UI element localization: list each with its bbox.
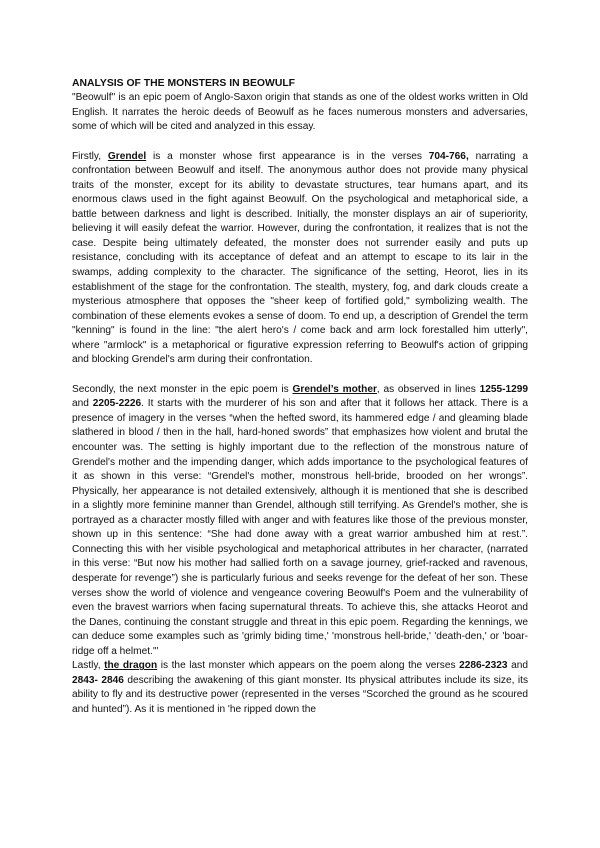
grendel-name: Grendel [107, 150, 147, 162]
grendel-verses: 704-766, [428, 150, 469, 162]
grendels-mother-name: Grendel’s mother [292, 383, 377, 395]
mother-verses-2: 2205-2226 [92, 398, 142, 410]
p2-and: and [72, 398, 93, 410]
p1-text-a: Firstly, [72, 150, 108, 162]
p2-text-c: . It starts with the murderer of his son and after that it follows her attack. There is a presence of imagery in the verses “when the hefted sword, its hammered edge / and gleaming blade slathered in blood / then in the hall, hard-honed swords” that emphasizes how violent and brutal the encounter was. The setting is highly important due to the reflection of the monstrous nature of Grendel's mother and the impending danger, which adds importance to the psychological features of it as shown in this verse: “Grendel's mother, monstrous hell-bride, brooded on her wrongs”. Physically, her appearance is not detailed extensively, although it is mentioned that she is described in a slightly more feminine manner than Grendel, although still terrifying. As Grendel's mother, she is portrayed as a character mostly filled with anger and with features like those of the previous monster, shown up in this sentence: “She had done away with a great warrior ambushed him at rest.”. Connecting this with her visible psychological and metaphorical attributes in her character, (narrated in this verse: “But now his mother had sallied forth on a savage journey, grief-racked and ravenous, desperate for revenge”) she is particularly furious and seeks revenge for the defeat of her son. These verses show the world of violence and vengeance covering Beowulf's Poem and the vulnerability of even the bravest warriors when facing supernatural threats. To achieve this, she attacks Heorot and the Danes, continuing the constant struggle and threat in this epic poem. Regarding the kennings, we can deduce some examples such as 'grimly biding time,' 'monstrous hell-bride,' 'death-den,' or 'boar-ridge off a helmet.'" [72, 398, 528, 657]
intro-paragraph: "Beowulf" is an epic poem of Anglo-Saxon origin that stands as one of the oldest works written in Old English. It narrates the heroic deeds of Beowulf as he faces numerous monsters and adversaries, some of which will be cited and analyzed in this essay. [72, 92, 528, 133]
p3-and: and [507, 660, 528, 672]
dragon-verses-1: 2286-2323 [459, 660, 508, 672]
p1-text-c: narrating a confrontation between Beowulf and itself. The anonymous author does not provide many physical traits of the monster, except for its ability to devastate structures, tear humans apart, and its enormous claws used in the fight against Beowulf. On the psychological and metaphorical side, a battle between darkness and light is described. Initially, the monster displays an air of superiority, believing it will easily defeat the warrior. However, during the confrontation, it realizes that is not the case. Despite being ultimately defeated, the monster does not surrender easily and puts up resistance, concluding with its acceptance of defeat and an attempt to escape to its lair in the swamps, adding complexity to the character. The significance of the setting, Heorot, lies in its establishment of the stage for the confrontation. The stealth, mystery, fog, and dark clouds create a mysterious atmosphere that opposes the "sheer keep of fortified gold," symbolizing wealth. The combination of these elements evokes a sense of doom. To end up, a description of Grendel the term "kenning" is found in the line: "the alert hero's / come back and arm lock forestalled him utterly", where "armlock" is a metaphorical or figurative expression referring to Beowulf's action of gripping and blocking Grendel's arm during their confrontation. [72, 150, 528, 366]
grendels-mother-paragraph [72, 383, 528, 659]
document-title: ANALYSIS OF THE MONSTERS IN BEOWULF [72, 78, 296, 89]
p3-text-a: Lastly, [72, 660, 105, 672]
dragon-name: the dragon [104, 660, 158, 672]
p2-text-b: , as observed in lines [376, 383, 480, 395]
grendel-paragraph [72, 150, 528, 368]
mother-verses-1: 1255-1299 [479, 383, 528, 395]
p3-text-b: is the last monster which appears on the poem along the verses [157, 660, 460, 672]
dragon-paragraph [72, 659, 528, 717]
p1-text-b: is a monster whose first appearance is in the verses [146, 150, 429, 162]
p3-text-c: describing the awakening of this giant monster. Its physical attributes include its size, its ability to fly and its destructive power (represented in the verses “Scorched the ground as he scoured and hunted”). As it is mentioned in 'he ripped down the [72, 674, 529, 715]
p2-text-a: Secondly, the next monster in the epic poem is [72, 383, 293, 395]
dragon-verses-2: 2843- 2846 [72, 674, 124, 686]
